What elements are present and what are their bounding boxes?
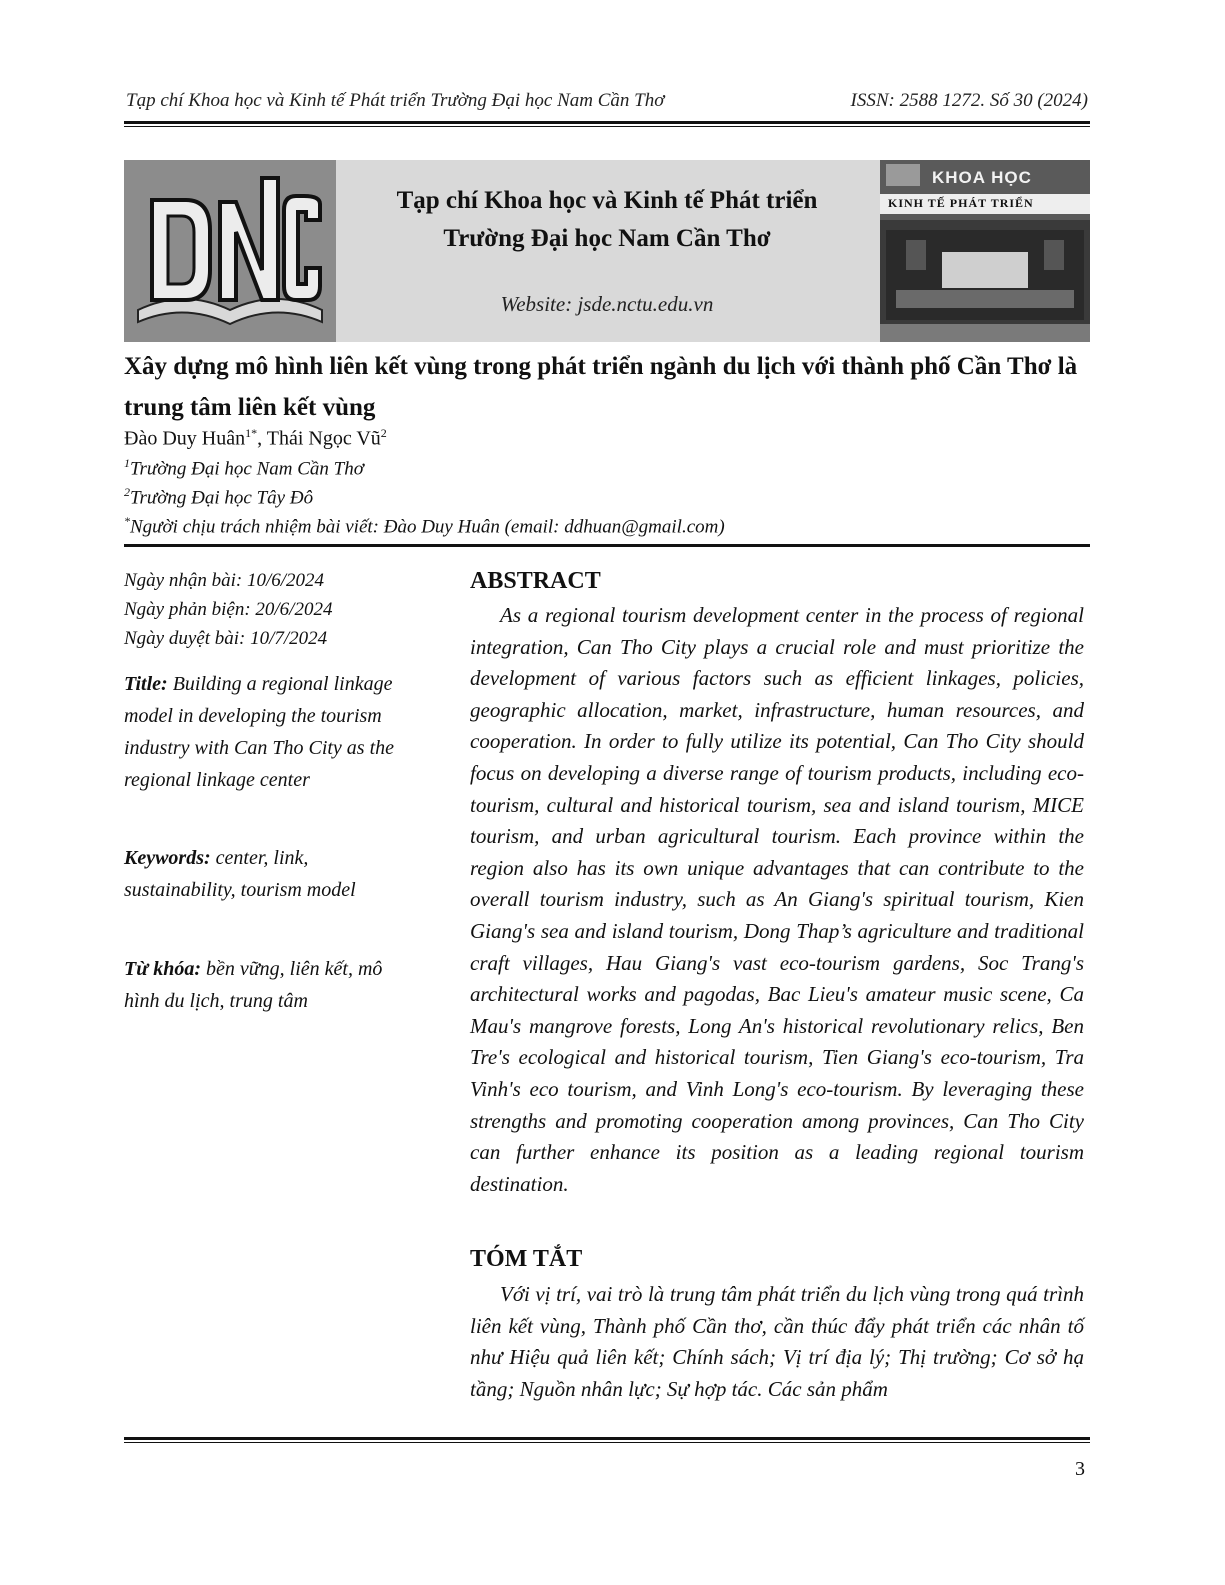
authors [124,426,387,451]
running-header-issn: ISSN: 2588 1272. Số 30 (2024) [850,90,1088,111]
tomtat-text: Với vị trí, vai trò là trung tâm phát triển du lịch vùng trong quá trình liên kết vùng, Thành phố Cần thơ, cần thúc đẩy phát triển các nhân tố như Hiệu quả liên kết; Chính sách; Vị trí địa lý; Thị trường; Cơ sở hạ tầng; Nguồn nhân lực; Sự hợp tác. Các sản phẩm [470,1282,1084,1401]
affiliation-2: $^2$Trường Đại học Tây Đô [124,485,314,509]
author-name: Đào Duy Huân [124,427,246,450]
header-rule [124,121,1090,124]
footer-rule-thin [124,1442,1090,1443]
author-separator: , [257,427,267,450]
abstract-text: As a regional tourism development center in the process of regional integration, Can Tho City plays a crucial role and must prioritize the development of various factors such as efficient linkages, policies, geographic allocation, market, infrastructure, human resources, and cooperation. In order to fully utilize its potential, Can Tho City should focus on developing a diverse range of tourism products, including eco-tourism, cultural and historical tourism, sea and island tourism, MICE tourism, and urban agricultural tourism. Each province within the region also has its own unique advantages that can contribute to the overall tourism industry, such as An Giang's spiritual tourism, Kien Giang's sea and island tourism, Dong Thap’s agriculture and traditional craft villages, Hau Giang's vast eco-tourism gardens, Soc Trang's architectural works and pagodas, Bac Lieu's amateur music scene, Ca Mau's mangrove forests, Long An's historical revolutionary relics, Ben Tre's ecological and historical tourism, Tien Giang's eco-tourism, Tra Vinh's eco tourism, and Vinh Long's eco-tourism. By leveraging these strengths and promoting cooperation among provinces, Can Tho City can further enhance its position as a leading regional tourism destination. [470,603,1084,1196]
cover-title-line1: KHOA HỌC [932,168,1032,187]
affiliation-1: $^1$Trường Đại học Nam Cần Thơ [124,456,364,480]
reviewed-date: Ngày phản biện: 20/6/2024 [124,599,333,620]
journal-name-line2: Trường Đại học Nam Cần Thơ [443,225,771,252]
header-rule-thin [124,126,1090,127]
article-title: Xây dựng mô hình liên kết vùng trong phát triển ngành du lịch với thành phố Cần Thơ là trung tâm liên kết vùng [124,353,1078,421]
cover-photo [886,230,1084,320]
received-date: Ngày nhận bài: 10/6/2024 [124,570,325,591]
article-dates [124,566,414,653]
abstract-heading: ABSTRACT [470,568,601,594]
journal-website: Website: jsde.nctu.edu.vn [500,292,714,316]
accepted-date: Ngày duyệt bài: 10/7/2024 [124,628,328,649]
journal-name [336,182,878,258]
tomtat-heading: TÓM TẮT [470,1246,583,1272]
author-affiliation-mark: 1* [245,426,258,440]
journal-cover-image [880,160,1090,342]
cover-title-line2: KINH TẾ PHÁT TRIỂN [888,196,1034,210]
journal-logo [124,160,336,342]
journal-name-line1: Tạp chí Khoa học và Kinh tế Phát triển [396,187,818,214]
author-name: Thái Ngọc Vũ [266,427,381,450]
keywords: Keywords: center, link, sustainability, tourism model [124,847,356,901]
journal-banner [124,160,1090,342]
page-number: 3 [1075,1458,1085,1480]
vietnamese-keywords: Từ khóa: bền vững, liên kết, mô hình du lịch, trung tâm [124,958,383,1012]
corresponding-author: *Người chịu trách nhiệm bài viết: Đào Duy Huân (email: ddhuan@gmail.com) [124,514,725,538]
title-rule [124,544,1090,547]
dnc-logo-icon [124,160,336,342]
english-title: Title: Building a regional linkage model in developing the tourism industry with Can Tho City as the regional linkage center [124,673,395,791]
cover-logo-icon [886,164,920,186]
running-header-title: Tạp chí Khoa học và Kinh tế Phát triển Trường Đại học Nam Cần Thơ [126,90,665,111]
author-affiliation-mark: 2 [380,426,387,440]
footer-rule [124,1437,1090,1440]
